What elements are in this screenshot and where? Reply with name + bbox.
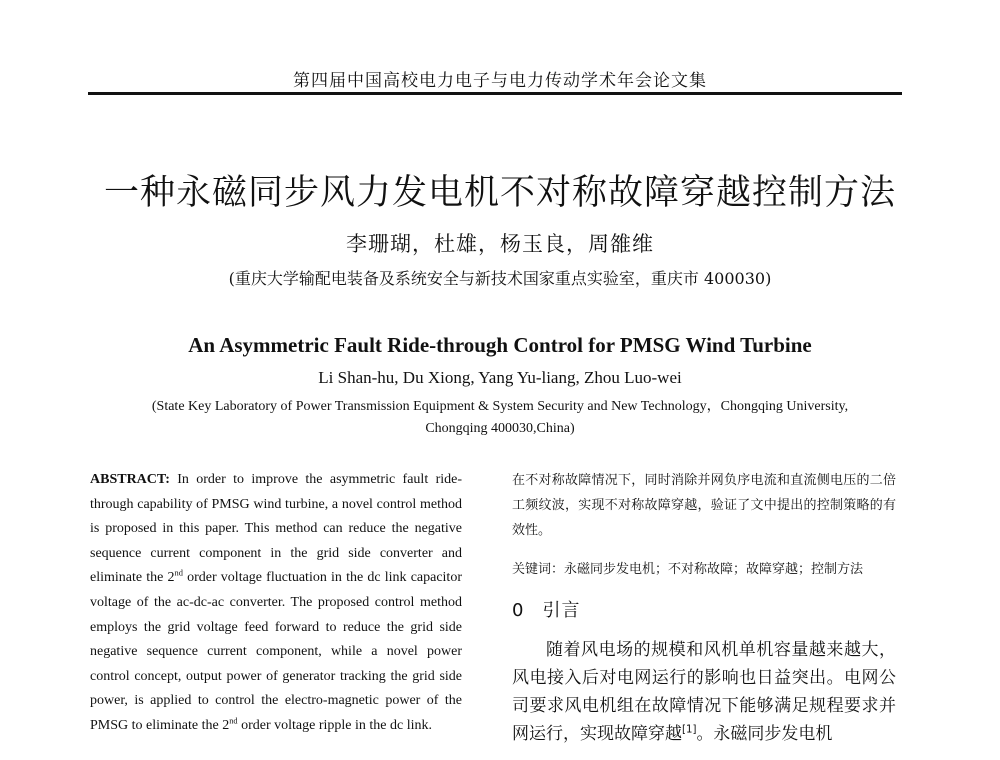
section-title: 引言 (542, 600, 581, 621)
abstract-text-part1: In order to improve the asymmetric fault ride-through capability of PMSG wind turbine, a novel control method is proposed in this paper. This method can reduce the negative sequence current component in the grid side converter and eliminate the 2 (90, 472, 462, 586)
keywords-text: 永磁同步发电机；不对称故障；故障穿越；控制方法 (564, 562, 864, 577)
english-affiliation (100, 396, 900, 440)
english-affiliation-line2: Chongqing 400030,China) (425, 421, 575, 436)
intro-paragraph (512, 636, 896, 748)
abstract-english (90, 468, 462, 739)
english-title: An Asymmetric Fault Ride-through Control for PMSG Wind Turbine (188, 333, 812, 357)
intro-tail: 。永磁同步发电机 (696, 724, 833, 744)
chinese-authors: 李珊瑚，杜雄，杨玉良，周雒维 (346, 232, 654, 256)
english-authors: Li Shan-hu, Du Xiong, Yang Yu-liang, Zhou Luo-wei (318, 368, 682, 387)
abstract-label: ABSTRACT: (90, 472, 170, 487)
ordinal-sup-2: nd (229, 716, 238, 726)
intro-text: 随着风电场的规模和风机单机容量越来越大，风电接入后对电网运行的影响也日益突出。电网公司要求风电机组在故障情况下能够满足规程要求并网运行，实现故障穿越 (512, 640, 896, 744)
section-number: 0 (512, 600, 525, 621)
abstract-text-part3: order voltage ripple in the dc link. (237, 717, 432, 733)
right-column (512, 468, 896, 748)
chinese-title: 一种永磁同步风力发电机不对称故障穿越控制方法 (103, 173, 896, 213)
section-heading (512, 596, 896, 622)
keywords-label: 关键词： (512, 562, 565, 577)
ordinal-sup-1: nd (174, 568, 183, 578)
abstract-chinese: 在不对称故障情况下，同时消除并网负序电流和直流侧电压的二倍工频纹波，实现不对称故障穿越，验证了文中提出的控制策略的有效性。 (512, 473, 896, 538)
keywords (512, 557, 896, 582)
citation-ref: [1] (682, 724, 697, 736)
chinese-affiliation: (重庆大学输配电装备及系统安全与新技术国家重点实验室，重庆市 400030) (228, 269, 772, 288)
header-rule (88, 92, 902, 95)
abstract-text-part2: order voltage fluctuation in the dc link capacitor voltage of the ac-dc-ac converter. The proposed control method employs the grid voltage feed forward to reduce the grid side negative sequence current component, while a novel power control concept, output power of generator tracking the grid side power, is applied to control the electro-magnetic power of the PMSG to eliminate the 2 (90, 570, 462, 733)
english-affiliation-line1: (State Key Laboratory of Power Transmission Equipment & System Security and New Technology，Chongqing University, (151, 399, 849, 414)
running-header: 第四届中国高校电力电子与电力传动学术年会论文集 (293, 71, 707, 91)
